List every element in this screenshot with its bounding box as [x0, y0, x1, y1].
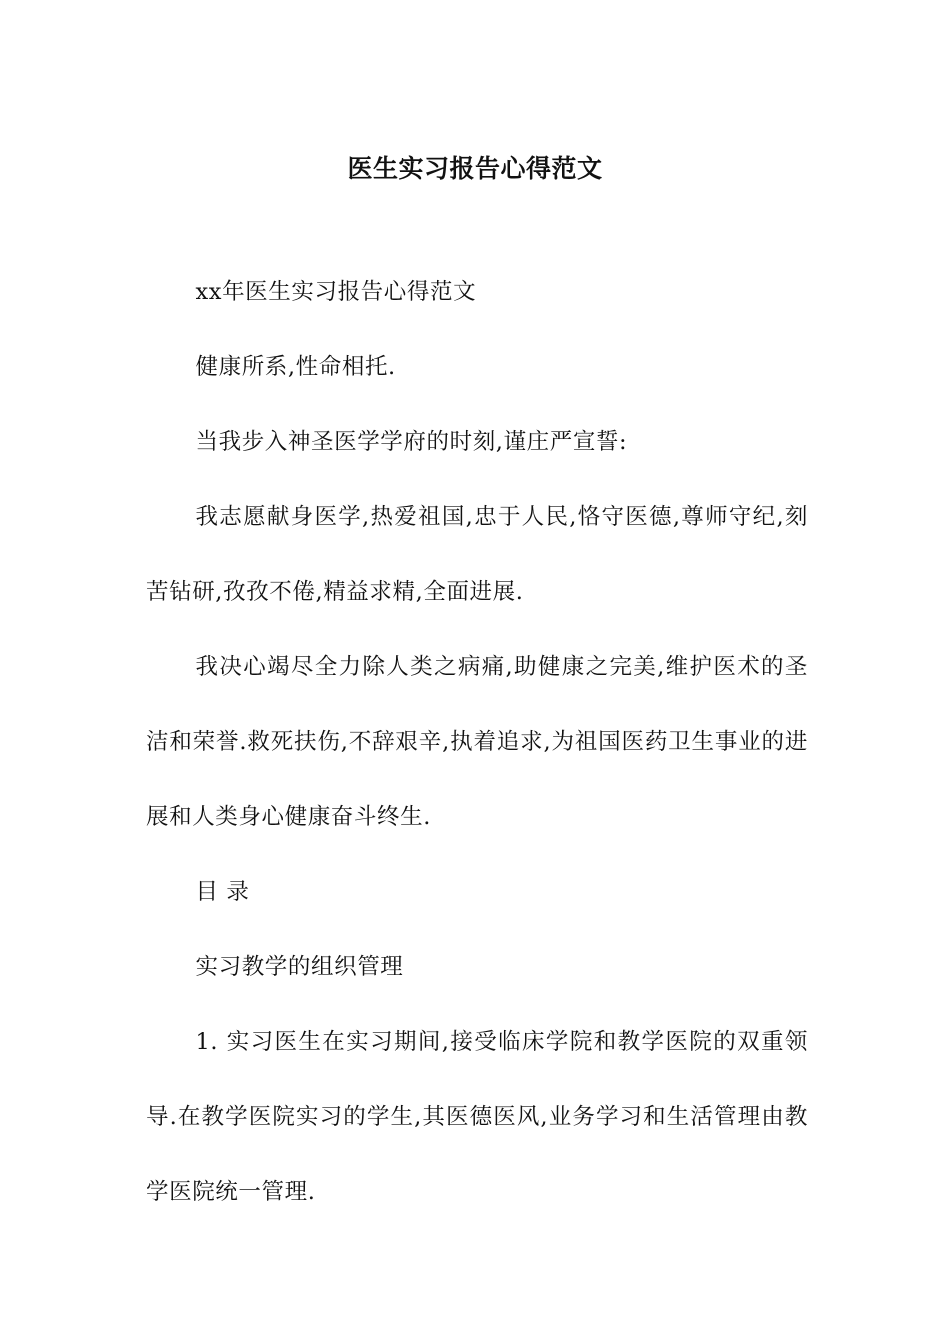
paragraph-oath-1: 我志愿献身医学,热爱祖国,忠于人民,恪守医德,尊师守纪,刻苦钻研,孜孜不倦,精益求精,全面进展.	[146, 504, 808, 605]
paragraph-oath-intro: 当我步入神圣医学学府的时刻,谨庄严宣誓:	[195, 429, 628, 455]
paragraph-motto: 健康所系,性命相托.	[195, 354, 396, 380]
paragraph-subtitle: xx年医生实习报告心得范文	[195, 279, 477, 305]
paragraph-oath-2: 我决心竭尽全力除人类之病痛,助健康之完美,维护医术的圣洁和荣誉.救死扶伤,不辞艰辛,执着追求,为祖国医药卫生事业的进展和人类身心健康奋斗终生.	[146, 654, 808, 830]
paragraph-item-1: 1. 实习医生在实习期间,接受临床学院和教学医院的双重领导.在教学医院实习的学生,其医德医风,业务学习和生活管理由教学医院统一管理.	[146, 1029, 808, 1205]
toc-heading: 目 录	[195, 879, 250, 905]
section-heading: 实习教学的组织管理	[195, 954, 404, 980]
document-body	[146, 255, 808, 1230]
document-title: 医生实习报告心得范文	[347, 153, 603, 183]
